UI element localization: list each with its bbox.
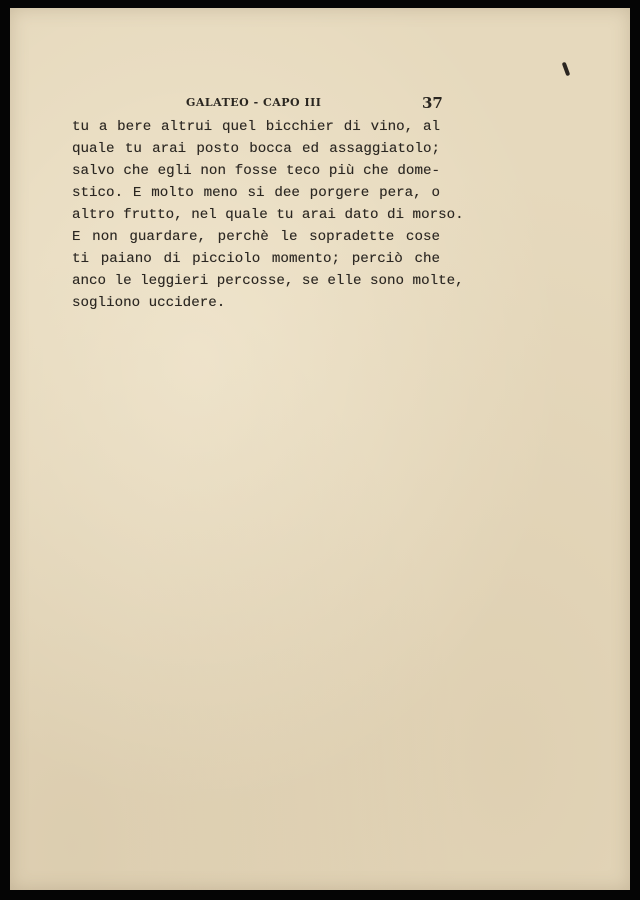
- book-page: [10, 8, 630, 890]
- text-line: stico. E molto meno si dee porgere pera, o: [72, 185, 440, 201]
- text-line: tu a bere altrui quel bicchier di vino, al: [72, 119, 440, 135]
- running-head: GALATEO - CAPO III: [186, 96, 322, 109]
- text-line: quale tu arai posto bocca ed assaggiatolo;: [72, 141, 440, 157]
- text-line: ti paiano di picciolo momento; perciò che: [72, 251, 440, 267]
- text-line: E non guardare, perchè le sopradette cose: [72, 229, 440, 245]
- text-line: salvo che egli non fosse teco più che dome-: [72, 163, 440, 179]
- body-paragraph: [72, 116, 464, 314]
- text-line: sogliono uccidere.: [72, 295, 226, 311]
- ink-speck: [562, 62, 571, 77]
- text-line: altro frutto, nel quale tu arai dato di morso.: [72, 207, 464, 223]
- text-line: anco le leggieri percosse, se elle sono molte,: [72, 273, 464, 289]
- page-number: 37: [422, 94, 443, 112]
